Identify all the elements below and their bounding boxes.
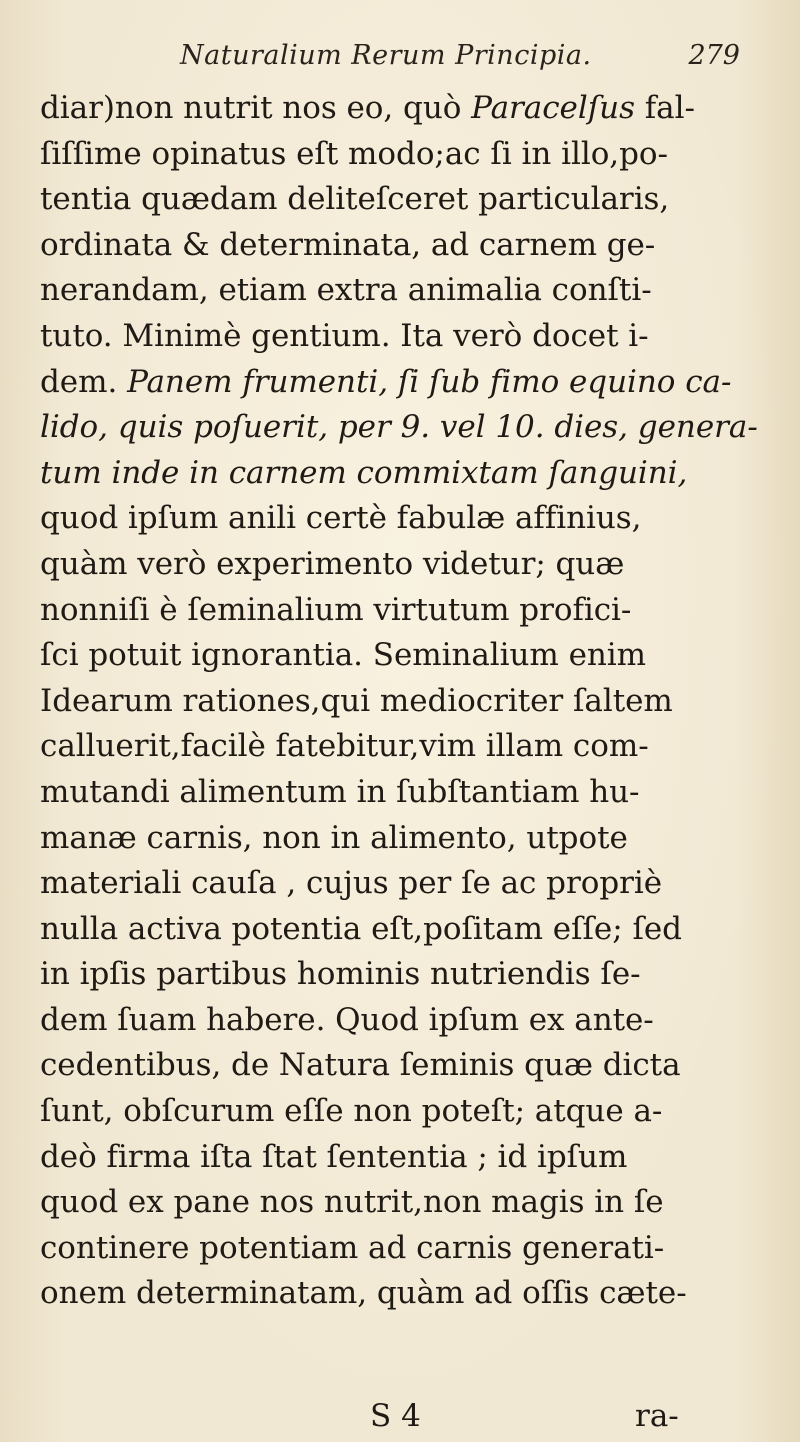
text-line xyxy=(40,360,760,406)
text-segment: ſunt, obſcurum eſſe non poteſt; atque a- xyxy=(40,1093,663,1130)
text-segment: ſiſſime opinatus eſt modo;ac ſi in illo,po- xyxy=(40,135,668,172)
text-line xyxy=(40,816,760,862)
text-line xyxy=(40,724,760,770)
text-line xyxy=(40,223,760,269)
page-footer xyxy=(0,1394,800,1438)
running-title: Naturalium Rerum Principia. xyxy=(180,40,592,71)
catchword: ra- xyxy=(635,1398,679,1434)
page-number: 279 xyxy=(688,40,740,71)
text-segment: in ipſis partibus hominis nutriendis ſe- xyxy=(40,956,641,993)
text-segment: ordinata & determinata, ad carnem ge- xyxy=(40,226,656,263)
text-line xyxy=(40,451,760,497)
text-segment: manæ carnis, non in alimento, utpote xyxy=(40,819,628,856)
text-line xyxy=(40,496,760,542)
text-segment: nerandam, etiam extra animalia conſti- xyxy=(40,272,652,309)
text-segment: nulla activa potentia eſt,poſitam eſſe; ſed xyxy=(40,910,682,947)
text-segment: dem. xyxy=(40,363,128,400)
text-line xyxy=(40,633,760,679)
text-line xyxy=(40,1226,760,1272)
text-line xyxy=(40,542,760,588)
italic-text-segment: tum inde in carnem commixtam ſanguini, xyxy=(40,454,688,491)
text-line xyxy=(40,177,760,223)
italic-text-segment: Paracelſus xyxy=(471,90,635,126)
text-segment: quod ex pane nos nutrit,non magis in ſe xyxy=(40,1184,664,1221)
italic-text-segment: lido, quis poſuerit, per 9. vel 10. dies, genera- xyxy=(40,409,758,446)
text-line xyxy=(40,770,760,816)
text-segment: tuto. Minimè gentium. Ita verò docet i- xyxy=(40,317,649,354)
text-segment: quàm verò experimento videtur; quæ xyxy=(40,545,625,582)
text-line xyxy=(40,679,760,725)
italic-text-segment: Panem frumenti, ſi ſub fimo equino ca- xyxy=(127,363,732,400)
text-line xyxy=(40,268,760,314)
text-segment: cedentibus, de Natura ſeminis quæ dicta xyxy=(40,1047,681,1084)
text-segment: deò firma iſta ſtat ſententia ; id ipſum xyxy=(40,1138,628,1175)
text-segment: quod ipſum anili certè fabulæ affinius, xyxy=(40,500,642,537)
text-segment: Idearum rationes,qui mediocriter ſaltem xyxy=(40,682,673,719)
text-segment: nonniſi è ſeminalium virtutum profici- xyxy=(40,591,632,628)
text-line xyxy=(40,588,760,634)
text-segment: calluerit,facilè fatebitur,vim illam com- xyxy=(40,728,649,765)
text-segment: materiali cauſa , cujus per ſe ac propriè xyxy=(40,865,663,902)
text-segment: continere potentiam ad carnis generati- xyxy=(40,1229,665,1266)
text-line xyxy=(40,907,760,953)
text-line xyxy=(40,1043,760,1089)
text-line xyxy=(40,1135,760,1181)
text-line xyxy=(40,952,760,998)
text-line xyxy=(40,86,760,132)
text-segment: mutandi alimentum in ſubſtantiam hu- xyxy=(40,773,640,810)
text-line xyxy=(40,1089,760,1135)
text-segment: diar)non nutrit nos eo, quò xyxy=(40,90,472,126)
text-segment: ſci potuit ignorantia. Seminalium enim xyxy=(40,637,646,674)
text-segment: tentia quædam deliteſceret particularis, xyxy=(40,181,670,218)
text-segment: onem determinatam, quàm ad oſſis cæte- xyxy=(40,1275,687,1312)
text-line xyxy=(40,861,760,907)
text-segment: dem ſuam habere. Quod ipſum ex ante- xyxy=(40,1001,654,1038)
text-line xyxy=(40,1271,760,1317)
text-line xyxy=(40,1180,760,1226)
page-header xyxy=(150,40,740,80)
text-segment: fal- xyxy=(634,90,695,126)
text-line xyxy=(40,998,760,1044)
text-line xyxy=(40,314,760,360)
body-text xyxy=(40,86,760,1317)
signature-mark: S 4 xyxy=(370,1398,421,1434)
text-line xyxy=(40,405,760,451)
text-line xyxy=(40,132,760,178)
